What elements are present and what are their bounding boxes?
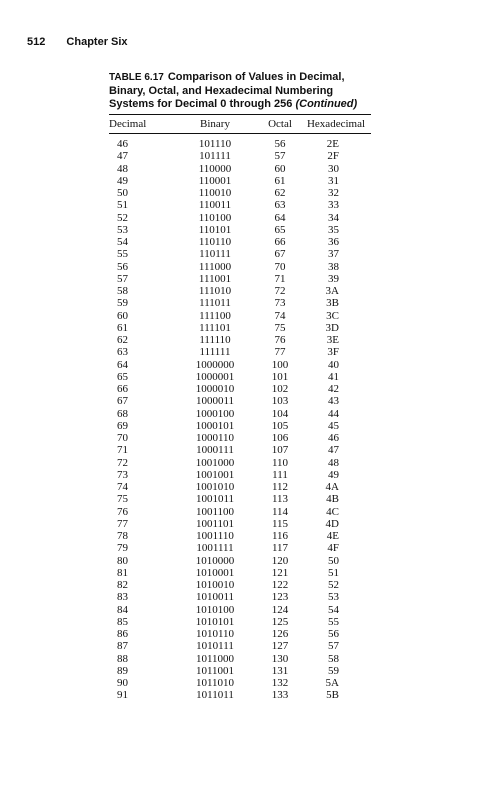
table-row [109, 224, 371, 236]
cell-octal: 101 [271, 370, 289, 383]
table-row [109, 653, 371, 665]
cell-binary: 110010 [198, 187, 232, 199]
cell-hexadecimal: 5B [326, 689, 339, 702]
cell-hexadecimal: 36 [328, 236, 339, 248]
cell-decimal: 46 [117, 138, 128, 150]
cell-hexadecimal: 53 [328, 591, 339, 604]
cell-octal: 112 [271, 481, 289, 493]
table-row [109, 187, 371, 199]
cell-octal: 76 [274, 334, 286, 346]
cell-binary: 1001011 [195, 493, 235, 506]
table-row [109, 469, 371, 481]
table-row [109, 395, 371, 407]
header-octal: Octal [259, 115, 301, 134]
cell-hexadecimal: 4A [325, 481, 339, 493]
cell-binary: 110001 [198, 174, 232, 187]
cell-octal: 77 [274, 346, 286, 359]
cell-binary: 1010100 [195, 603, 235, 616]
page-number: 512 [27, 36, 46, 48]
cell-binary: 1001000 [195, 456, 235, 469]
cell-hexadecimal: 46 [328, 432, 339, 444]
cell-octal: 106 [271, 432, 289, 444]
cell-binary: 111001 [198, 272, 232, 285]
cell-binary: 1000001 [195, 370, 235, 383]
cell-decimal: 62 [117, 334, 128, 346]
cell-octal: 111 [272, 468, 288, 481]
table-row [109, 285, 371, 297]
cell-octal: 73 [274, 297, 286, 310]
cell-binary: 1011010 [195, 677, 235, 689]
cell-octal: 102 [271, 383, 289, 395]
cell-hexadecimal: 40 [328, 358, 339, 371]
cell-decimal: 52 [117, 211, 128, 224]
table-label: TABLE 6.17 [109, 72, 164, 83]
table-row [109, 493, 371, 505]
table-row [109, 346, 371, 358]
cell-binary: 1011000 [195, 652, 235, 665]
cell-octal: 72 [274, 285, 286, 297]
cell-hexadecimal: 43 [328, 395, 339, 408]
cell-hexadecimal: 4B [326, 493, 339, 506]
table-row [109, 457, 371, 469]
cell-hexadecimal: 54 [328, 603, 339, 616]
cell-octal: 126 [271, 628, 289, 640]
cell-decimal: 51 [117, 199, 128, 212]
table-row [109, 212, 371, 224]
cell-decimal: 71 [117, 444, 128, 457]
table-row [109, 371, 371, 383]
cell-hexadecimal: 47 [328, 444, 339, 457]
cell-binary: 110000 [198, 162, 232, 175]
cell-octal: 131 [271, 664, 289, 677]
cell-binary: 101111 [199, 150, 231, 163]
table-row [109, 616, 371, 628]
running-head [27, 36, 128, 48]
cell-binary: 110101 [198, 223, 232, 236]
cell-binary: 110011 [198, 199, 232, 212]
cell-hexadecimal: 4F [327, 542, 339, 555]
table-row [109, 310, 371, 322]
cell-decimal: 68 [117, 407, 128, 420]
cell-binary: 1000111 [196, 444, 234, 457]
table-row [109, 518, 371, 530]
table-row [109, 604, 371, 616]
table-row [109, 444, 371, 456]
cell-decimal: 70 [117, 432, 128, 444]
cell-hexadecimal: 45 [328, 419, 339, 432]
cell-binary: 111010 [198, 285, 232, 297]
cell-hexadecimal: 56 [328, 628, 339, 640]
cell-decimal: 77 [117, 517, 128, 530]
table-row [109, 150, 371, 162]
cell-binary: 1001100 [195, 505, 235, 518]
cell-binary: 1001010 [195, 481, 235, 493]
table-row [109, 432, 371, 444]
table-row [109, 248, 371, 260]
cell-hexadecimal: 59 [328, 664, 339, 677]
cell-hexadecimal: 58 [328, 652, 339, 665]
cell-octal: 124 [271, 603, 289, 616]
table-row [109, 408, 371, 420]
table-row [109, 506, 371, 518]
cell-hexadecimal: 2E [326, 138, 339, 150]
table-row [109, 334, 371, 346]
cell-octal: 105 [271, 419, 289, 432]
cell-binary: 1000000 [195, 358, 235, 371]
cell-hexadecimal: 35 [328, 223, 339, 236]
cell-binary: 1001111 [196, 542, 234, 555]
cell-decimal: 91 [117, 689, 128, 702]
cell-binary: 111011 [199, 297, 231, 310]
cell-binary: 101110 [198, 138, 232, 150]
cell-octal: 116 [271, 530, 289, 542]
table-row [109, 579, 371, 591]
table-header-row [109, 115, 371, 134]
continued-note: (Continued) [295, 98, 358, 110]
cell-octal: 121 [271, 566, 289, 579]
cell-hexadecimal: 3F [327, 346, 339, 359]
cell-decimal: 53 [117, 223, 128, 236]
cell-decimal: 47 [117, 150, 128, 163]
cell-hexadecimal: 31 [328, 174, 339, 187]
cell-decimal: 67 [117, 395, 128, 408]
cell-decimal: 59 [117, 297, 128, 310]
cell-decimal: 58 [117, 285, 128, 297]
table-row [109, 640, 371, 652]
cell-octal: 70 [274, 260, 286, 273]
cell-decimal: 90 [117, 677, 128, 689]
cell-octal: 61 [274, 174, 286, 187]
cell-hexadecimal: 37 [328, 248, 339, 261]
header-hexadecimal: Hexadecimal [301, 115, 371, 134]
cell-octal: 62 [274, 187, 286, 199]
cell-octal: 75 [274, 321, 286, 334]
cell-octal: 74 [274, 309, 286, 322]
cell-decimal: 50 [117, 187, 128, 199]
cell-octal: 130 [271, 652, 289, 665]
cell-binary: 111100 [199, 309, 231, 322]
table-row [109, 567, 371, 579]
cell-decimal: 84 [117, 603, 128, 616]
cell-binary: 111110 [199, 334, 231, 346]
cell-octal: 66 [274, 236, 286, 248]
cell-decimal: 61 [117, 321, 128, 334]
table-row [109, 236, 371, 248]
cell-hexadecimal: 38 [328, 260, 339, 273]
cell-binary: 1001101 [195, 517, 235, 530]
cell-decimal: 65 [117, 370, 128, 383]
cell-hexadecimal: 3D [325, 321, 339, 334]
cell-hexadecimal: 3C [326, 309, 339, 322]
cell-hexadecimal: 32 [328, 187, 339, 199]
cell-octal: 56 [274, 138, 286, 150]
cell-octal: 60 [274, 162, 286, 175]
table-row [109, 420, 371, 432]
cell-hexadecimal: 33 [328, 199, 339, 212]
cell-octal: 127 [271, 640, 289, 653]
cell-binary: 1010010 [195, 579, 235, 591]
cell-octal: 123 [271, 591, 289, 604]
cell-octal: 65 [274, 223, 286, 236]
cell-octal: 110 [271, 456, 289, 469]
cell-hexadecimal: 3E [326, 334, 339, 346]
cell-octal: 63 [274, 199, 286, 212]
cell-hexadecimal: 49 [328, 468, 339, 481]
cell-octal: 133 [271, 689, 289, 702]
cell-decimal: 64 [117, 358, 128, 371]
table-row [109, 163, 371, 175]
cell-decimal: 49 [117, 174, 128, 187]
cell-binary: 1010110 [195, 628, 235, 640]
cell-decimal: 82 [117, 579, 128, 591]
cell-hexadecimal: 42 [328, 383, 339, 395]
cell-binary: 1000110 [195, 432, 235, 444]
table-row [109, 359, 371, 371]
conversion-table [109, 114, 371, 702]
cell-binary: 110100 [198, 211, 232, 224]
cell-decimal: 79 [117, 542, 128, 555]
cell-octal: 64 [274, 211, 286, 224]
table-row [109, 530, 371, 542]
cell-decimal: 74 [117, 481, 128, 493]
cell-hexadecimal: 41 [328, 370, 339, 383]
cell-binary: 1000101 [195, 419, 235, 432]
cell-hexadecimal: 48 [328, 456, 339, 469]
table-row [109, 134, 371, 151]
cell-decimal: 48 [117, 162, 128, 175]
table-row [109, 199, 371, 211]
table-row [109, 677, 371, 689]
table-title: Comparison of Values in Decimal, Binary, Octal, and Hexadecimal Numbering Systems for Decimal 0 through 256 [109, 71, 345, 110]
cell-binary: 110111 [199, 248, 231, 261]
table-row [109, 297, 371, 309]
cell-octal: 103 [271, 395, 289, 408]
cell-octal: 113 [271, 493, 289, 506]
cell-decimal: 75 [117, 493, 128, 506]
cell-binary: 1011011 [196, 689, 234, 702]
cell-octal: 57 [274, 150, 286, 163]
cell-binary: 1010000 [195, 554, 235, 567]
cell-decimal: 86 [117, 628, 128, 640]
cell-octal: 100 [271, 358, 289, 371]
cell-octal: 67 [274, 248, 286, 261]
cell-hexadecimal: 55 [328, 615, 339, 628]
cell-binary: 1010111 [196, 640, 234, 653]
cell-decimal: 89 [117, 664, 128, 677]
cell-octal: 132 [271, 677, 289, 689]
table-row [109, 665, 371, 677]
cell-decimal: 69 [117, 419, 128, 432]
cell-decimal: 83 [117, 591, 128, 604]
cell-octal: 125 [271, 615, 289, 628]
cell-binary: 110110 [198, 236, 232, 248]
cell-hexadecimal: 34 [328, 211, 339, 224]
table-row [109, 628, 371, 640]
cell-hexadecimal: 3B [326, 297, 339, 310]
cell-decimal: 56 [117, 260, 128, 273]
cell-hexadecimal: 52 [328, 579, 339, 591]
cell-decimal: 66 [117, 383, 128, 395]
table-row [109, 481, 371, 493]
cell-decimal: 80 [117, 554, 128, 567]
table-row [109, 273, 371, 285]
cell-octal: 114 [271, 505, 289, 518]
cell-binary: 111101 [199, 321, 231, 334]
cell-hexadecimal: 39 [328, 272, 339, 285]
table-row [109, 591, 371, 603]
cell-octal: 107 [271, 444, 289, 457]
header-decimal: Decimal [109, 115, 171, 134]
cell-octal: 117 [271, 542, 289, 555]
cell-decimal: 57 [117, 272, 128, 285]
cell-decimal: 63 [117, 346, 128, 359]
cell-decimal: 72 [117, 456, 128, 469]
cell-hexadecimal: 2F [327, 150, 339, 163]
cell-octal: 115 [271, 517, 289, 530]
cell-decimal: 88 [117, 652, 128, 665]
table-row [109, 261, 371, 273]
cell-binary: 111000 [198, 260, 232, 273]
table-caption [109, 71, 379, 112]
cell-hexadecimal: 30 [328, 162, 339, 175]
cell-binary: 1001001 [195, 468, 235, 481]
header-binary: Binary [171, 115, 259, 134]
cell-octal: 122 [271, 579, 289, 591]
cell-hexadecimal: 4E [326, 530, 339, 542]
cell-octal: 120 [271, 554, 289, 567]
cell-decimal: 54 [117, 236, 128, 248]
cell-octal: 104 [271, 407, 289, 420]
cell-decimal: 73 [117, 468, 128, 481]
cell-decimal: 55 [117, 248, 128, 261]
cell-hexadecimal: 4D [325, 517, 339, 530]
cell-hexadecimal: 5A [325, 677, 339, 689]
table-row [109, 555, 371, 567]
cell-decimal: 85 [117, 615, 128, 628]
cell-binary: 1011001 [195, 664, 235, 677]
cell-hexadecimal: 51 [328, 566, 339, 579]
cell-binary: 1010011 [195, 591, 235, 604]
cell-decimal: 87 [117, 640, 128, 653]
cell-decimal: 78 [117, 530, 128, 542]
cell-binary: 1000011 [195, 395, 235, 408]
cell-binary: 1010001 [195, 566, 235, 579]
table-row [109, 689, 371, 701]
cell-binary: 1000010 [195, 383, 235, 395]
cell-hexadecimal: 4C [326, 505, 339, 518]
cell-octal: 71 [274, 272, 286, 285]
table-row [109, 383, 371, 395]
cell-hexadecimal: 3A [325, 285, 339, 297]
chapter-title: Chapter Six [66, 36, 128, 48]
table-row [109, 322, 371, 334]
cell-binary: 111111 [199, 346, 231, 359]
table-row [109, 175, 371, 187]
cell-binary: 1010101 [195, 615, 235, 628]
cell-hexadecimal: 44 [328, 407, 339, 420]
cell-binary: 1000100 [195, 407, 235, 420]
cell-decimal: 76 [117, 505, 128, 518]
cell-decimal: 81 [117, 566, 128, 579]
cell-binary: 1001110 [196, 530, 234, 542]
cell-hexadecimal: 57 [328, 640, 339, 653]
table-row [109, 542, 371, 554]
cell-hexadecimal: 50 [328, 554, 339, 567]
cell-decimal: 60 [117, 309, 128, 322]
